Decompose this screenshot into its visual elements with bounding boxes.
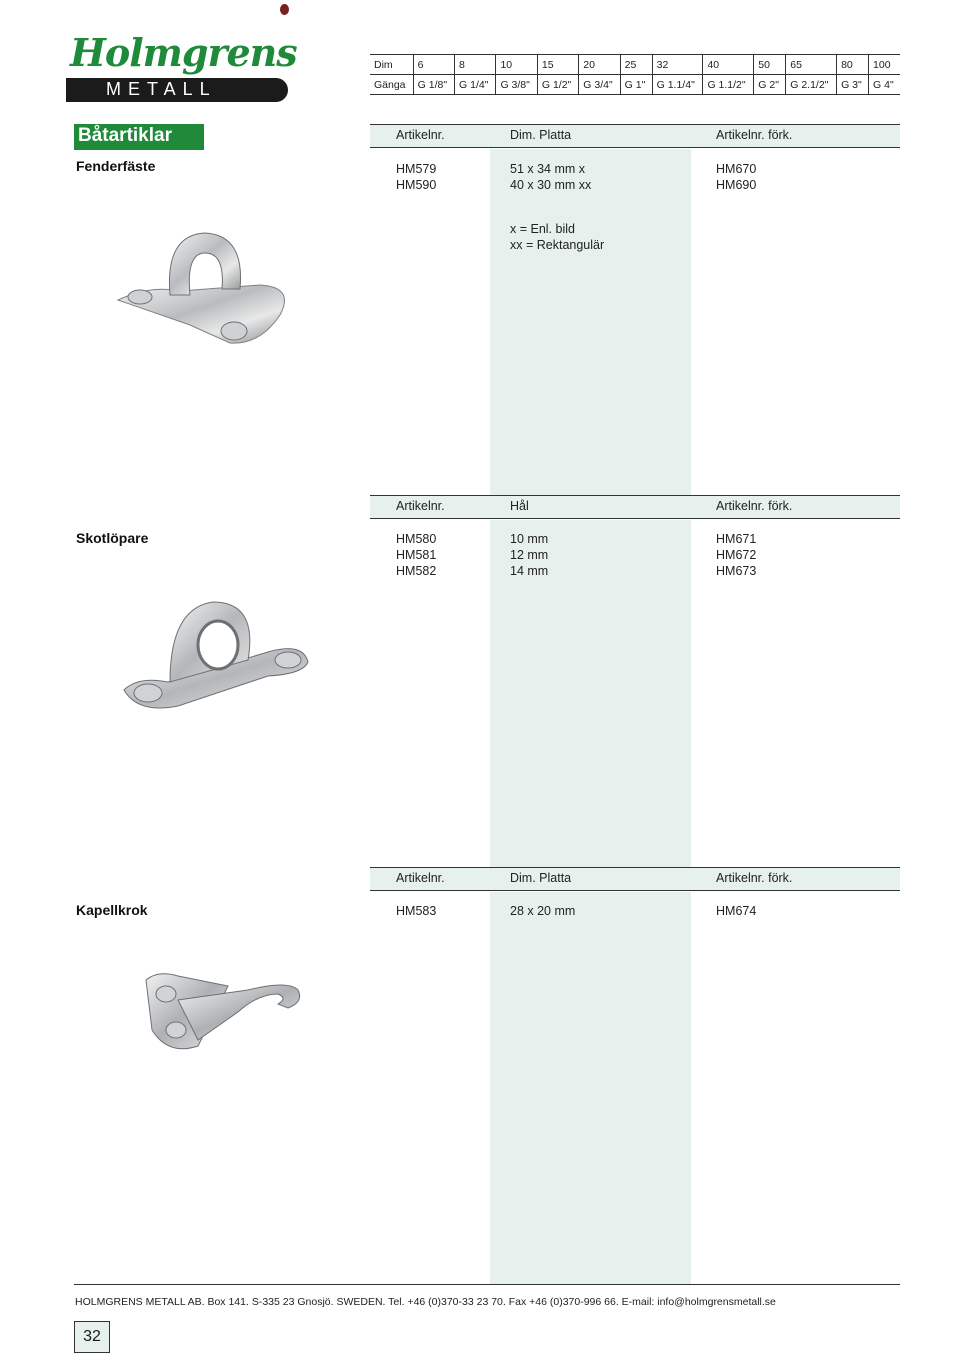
- col-header-dim: Dim. Platta: [510, 128, 572, 142]
- section-title: Båtartiklar: [74, 124, 204, 150]
- footer-contact: HOLMGRENS METALL AB. Box 141. S-335 23 Gnosjö. SWEDEN. Tel. +46 (0)370-33 23 70. Fax +46 (0)370-996 66. E-mail: info@holmgrensmetall.se: [75, 1296, 776, 1308]
- chrome-article-number: HM670: [716, 162, 757, 176]
- chrome-article-numbers: [716, 531, 756, 579]
- col-header-artikelnr: Artikelnr.: [396, 128, 445, 142]
- column-tint-panel: [490, 149, 691, 495]
- thread-cell: 50: [754, 55, 786, 75]
- col-header-artikelnr: Artikelnr.: [396, 499, 445, 513]
- header-bar: [370, 867, 900, 891]
- thread-cell: 6: [413, 55, 454, 75]
- thread-cell: 8: [455, 55, 496, 75]
- article-number: HM582: [396, 564, 437, 578]
- col-header-artikelnr-fork: Artikelnr. förk.: [716, 871, 793, 885]
- sheet-lead-image: [118, 590, 313, 720]
- thread-cell: Gänga: [370, 75, 413, 95]
- thread-cell: 65: [786, 55, 837, 75]
- chrome-article-number: HM674: [716, 904, 757, 918]
- hole-size: 14 mm: [510, 564, 549, 578]
- note-line: x = Enl. bild: [510, 222, 575, 236]
- thread-cell: 40: [703, 55, 754, 75]
- article-number: HM580: [396, 532, 437, 546]
- thread-cell: 80: [837, 55, 869, 75]
- section-header-band: [74, 867, 900, 891]
- column-tint-panel: [490, 892, 691, 1284]
- product-name: Skotlöpare: [76, 530, 149, 546]
- thread-cell: 25: [620, 55, 652, 75]
- section-header-band: [74, 124, 900, 148]
- thread-cell: 10: [496, 55, 537, 75]
- thread-cell: G 1.1/4": [652, 75, 703, 95]
- plate-dimension: 51 x 34 mm x: [510, 162, 586, 176]
- plate-dimension: 28 x 20 mm: [510, 904, 576, 918]
- decorative-dot: [280, 4, 289, 15]
- hole-size: 10 mm: [510, 532, 549, 546]
- product-name: Kapellkrok: [76, 902, 148, 918]
- thread-cell: G 1/4": [455, 75, 496, 95]
- article-number: HM581: [396, 548, 437, 562]
- thread-cell: G 1.1/2": [703, 75, 754, 95]
- fender-mount-image: [110, 215, 300, 365]
- thread-size-table: [370, 54, 900, 95]
- article-numbers: [396, 903, 436, 919]
- section-header-band: [74, 495, 900, 519]
- thread-ganga-row: [370, 75, 900, 95]
- header-bar: [370, 495, 900, 519]
- company-logo: [66, 30, 297, 102]
- chrome-article-numbers: [716, 903, 756, 919]
- thread-cell: G 3": [837, 75, 869, 95]
- col-header-dim: Dim. Platta: [510, 871, 572, 885]
- col-header-hal: Hål: [510, 499, 529, 513]
- article-number: HM579: [396, 162, 437, 176]
- plate-dimension: 40 x 30 mm xx: [510, 178, 592, 192]
- col-header-artikelnr-fork: Artikelnr. förk.: [716, 128, 793, 142]
- thread-cell: 32: [652, 55, 703, 75]
- header-bar: [370, 124, 900, 148]
- col-header-artikelnr: Artikelnr.: [396, 871, 445, 885]
- logo-script: Holmgrens: [70, 30, 297, 75]
- canopy-hook-image: [138, 960, 308, 1060]
- thread-cell: G 1/2": [537, 75, 578, 95]
- thread-cell: G 2.1/2": [786, 75, 837, 95]
- article-numbers: [396, 161, 436, 193]
- product-name: Fenderfäste: [76, 158, 156, 174]
- thread-cell: 20: [579, 55, 620, 75]
- chrome-article-number: HM690: [716, 178, 757, 192]
- article-numbers: [396, 531, 436, 579]
- hole-sizes: [510, 531, 548, 579]
- article-number: HM590: [396, 178, 437, 192]
- col-header-artikelnr-fork: Artikelnr. förk.: [716, 499, 793, 513]
- article-number: HM583: [396, 904, 437, 918]
- plate-dimensions: [510, 161, 591, 193]
- thread-cell: G 3/8": [496, 75, 537, 95]
- thread-cell: G 1/8": [413, 75, 454, 95]
- thread-dim-row: [370, 55, 900, 75]
- logo-subtitle: METALL: [106, 79, 217, 99]
- chrome-article-number: HM671: [716, 532, 757, 546]
- chrome-article-numbers: [716, 161, 756, 193]
- dimension-notes: [510, 221, 604, 253]
- page-number: 32: [74, 1321, 110, 1353]
- plate-dimensions: [510, 903, 575, 919]
- footer-rule: [74, 1284, 900, 1285]
- chrome-article-number: HM672: [716, 548, 757, 562]
- thread-cell: G 4": [869, 75, 900, 95]
- note-line: xx = Rektangulär: [510, 238, 605, 252]
- thread-cell: Dim: [370, 55, 413, 75]
- thread-cell: G 1": [620, 75, 652, 95]
- chrome-article-number: HM673: [716, 564, 757, 578]
- thread-cell: 100: [869, 55, 900, 75]
- thread-cell: 15: [537, 55, 578, 75]
- hole-size: 12 mm: [510, 548, 549, 562]
- thread-cell: G 2": [754, 75, 786, 95]
- thread-cell: G 3/4": [579, 75, 620, 95]
